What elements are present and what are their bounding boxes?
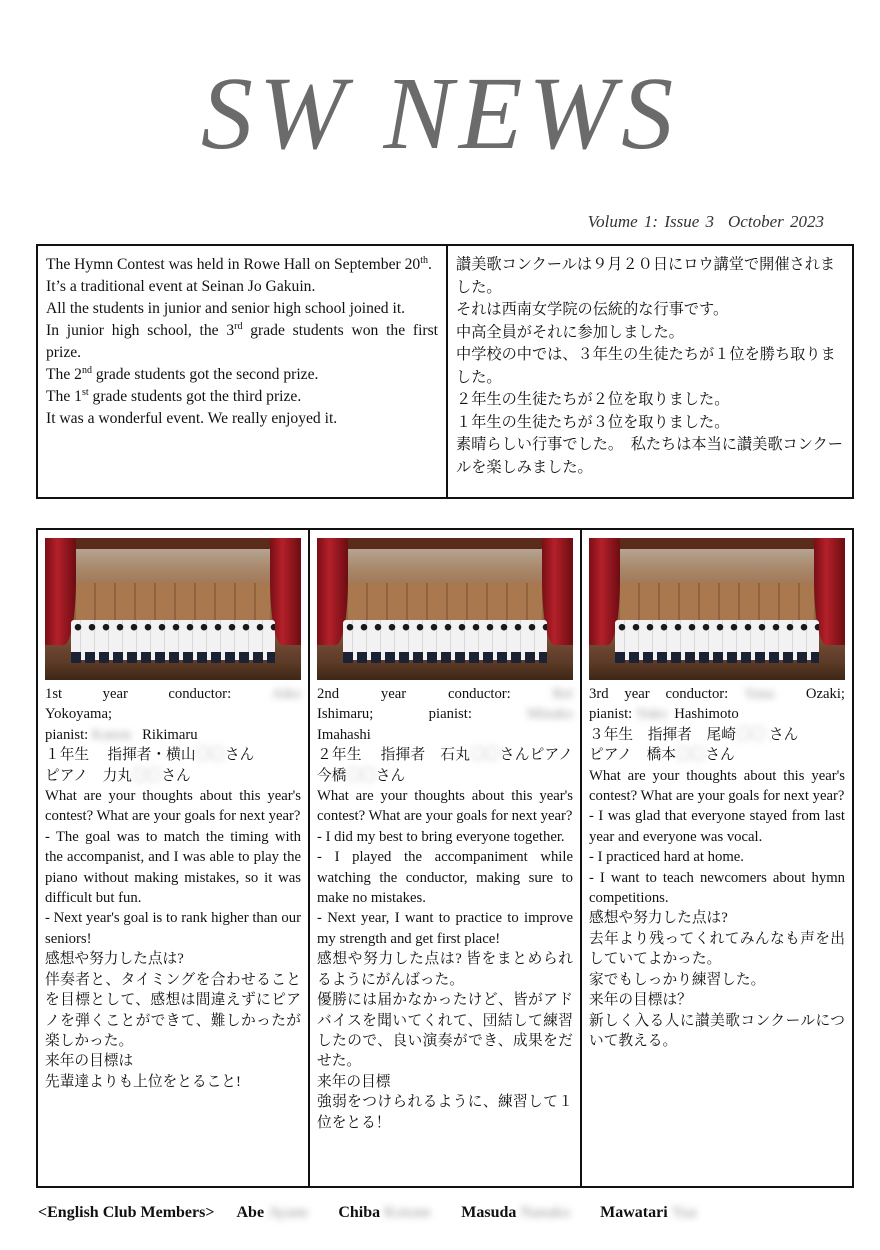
credit-en-3: Imahashi	[317, 726, 371, 743]
interview-answer: - Next year, I want to practice to improve my strength and get first place!	[317, 910, 573, 947]
interview-jp-question: 来年の目標は	[45, 1053, 134, 1070]
article-jp-p2: それは西南女学院の伝統的な行事です。	[456, 301, 729, 318]
article-en-p2: It’s a traditional event at Seinan Jo Gakuin.	[46, 278, 316, 295]
interview-jp-question: 感想や努力した点は?	[45, 951, 184, 968]
interview-jp-answer: 新しく入る人に讃美歌コンクールについて教える。	[589, 1012, 845, 1049]
article-jp-p6: １年生の生徒たちが３位を取りました。	[456, 413, 730, 431]
volume-issue: Volume 1: Issue 3	[587, 212, 715, 231]
interview-jp-answer: 先輩達よりも上位をとること!	[45, 1073, 241, 1090]
interview-question: What are your thoughts about this year's contest? What are your goals for next year?	[589, 767, 845, 805]
credit-jp: ２年生 指揮者 石丸〇〇さんピアノ今橋〇〇さん	[317, 747, 573, 784]
interview-answer: - The goal was to match the timing with the accompanist, and I was able to play the piano without making mistakes, so it was difficult but fun.	[45, 828, 301, 907]
interview-first-year	[38, 530, 308, 1186]
interview-jp-question: 感想や努力した点は?	[589, 910, 728, 927]
article-jp-p1: 讃美歌コンクールは９月２０日にロウ講堂で開催されました。	[456, 256, 836, 296]
choir-photo-first-year	[45, 538, 301, 680]
interview-question: What are your thoughts about this year's contest? What are your goals for next year?	[317, 788, 573, 825]
article-en-p3: All the students in junior and senior high school joined it.	[46, 300, 406, 317]
club-members-line: <English Club Members> Abe Ayane Chiba Kotone Masuda Nanako Mawatari Yua	[38, 1204, 697, 1221]
credit-en: 3rd year conductor: Yuna Ozaki;	[589, 686, 845, 702]
issue-date: October 2023	[728, 212, 824, 231]
article-en-p6: The 1st grade students got the third prize.	[46, 386, 302, 405]
article-japanese	[448, 246, 852, 497]
credit-jp: １年生 指揮者・横山〇〇さん	[45, 747, 255, 764]
interview-grid	[36, 528, 854, 1188]
interview-answer: - I played the accompaniment while watching the conductor, making sure to make no mistakes.	[317, 849, 573, 907]
choir-photo-third-year	[589, 538, 845, 680]
interview-jp-answer: 強弱をつけられるように、練習して１位をとる！	[317, 1094, 573, 1131]
choir-photo-second-year	[317, 538, 573, 680]
credit-jp-2: ピアノ 橋本〇〇さん	[589, 747, 735, 764]
article-en-p4: In junior high school, the 3rd grade students won the first prize.	[46, 320, 438, 361]
credit-en: 2nd year conductor: Rei	[317, 686, 573, 702]
interview-answer: - I was glad that everyone stayed from last year and everyone was vocal.	[589, 808, 845, 845]
interview-jp-question: 来年の目標は？	[589, 992, 692, 1009]
credit-en-2: Ishimaru; pianist: Minako	[317, 706, 573, 723]
interview-jp-answer: 伴奏者と、タイミングを合わせることを目標として、感想は間違えずにピアノを弾くことができて、難しかったが楽しかった。	[45, 971, 301, 1049]
credit-jp: ３年生 指揮者 尾崎〇〇 さん	[589, 726, 799, 743]
credit-en-3: pianist: Kanon Rikimaru	[45, 726, 198, 743]
interview-second-year	[308, 530, 580, 1186]
article-jp-p4: 中学校の中では、３年生の生徒たちが１位を勝ち取りました。	[456, 346, 836, 386]
interview-third-year	[580, 530, 852, 1186]
hymn-contest-article	[36, 244, 854, 499]
member-name: Abe	[236, 1204, 265, 1221]
article-en-p5: The 2nd grade students got the second prize.	[46, 364, 319, 383]
interview-jp-question: 感想や努力した点は? 皆をまとめられるようにがんばった。	[317, 951, 573, 988]
interview-jp-answer: 優勝には届かなかったけど、皆がアドバイスを聞いてくれて、団結して練習したので、良い演奏ができ、成果をだせた。	[317, 992, 573, 1070]
club-members-label: <English Club Members>	[38, 1204, 215, 1221]
interview-question: What are your thoughts about this year's contest? What are your goals for next year?	[45, 788, 301, 825]
interview-jp-answer: 家でもしっかり練習した。	[589, 971, 766, 988]
credit-en-2: pianist: Yuko Hashimoto	[589, 706, 739, 723]
credit-en-2: Yokoyama;	[45, 706, 113, 723]
issue-line	[588, 212, 824, 232]
article-en-p7: It was a wonderful event. We really enjoyed it.	[46, 410, 338, 427]
article-jp-p3: 中高全員がそれに参加しました。	[456, 323, 684, 341]
member-name: Masuda	[461, 1204, 517, 1221]
article-jp-p7: 素晴らしい行事でした。 私たちは本当に讃美歌コンクールを楽しみました。	[456, 436, 843, 476]
credit-en: 1st year conductor: Aiko	[45, 686, 301, 702]
article-en-p1: The Hymn Contest was held in Rowe Hall on September 20th.	[46, 254, 432, 273]
interview-jp-question: 来年の目標	[317, 1073, 391, 1090]
interview-answer: - I want to teach newcomers about hymn competitions.	[589, 869, 845, 907]
credit-jp-2: ピアノ 力丸〇〇さん	[45, 767, 191, 784]
interview-answer: - I did my best to bring everyone together.	[317, 828, 565, 845]
interview-answer: - I practiced hard at home.	[589, 849, 744, 866]
member-name: Mawatari	[600, 1204, 668, 1221]
interview-jp-answer: 去年より残ってくれてみんなも声を出していてよかった。	[589, 930, 845, 968]
member-name: Chiba	[338, 1204, 381, 1221]
masthead-title: SW NEWS	[200, 56, 680, 171]
article-english	[38, 246, 448, 497]
article-jp-p5: ２年生の生徒たちが２位を取りました。	[456, 391, 730, 408]
interview-answer: - Next year's goal is to rank higher than our seniors!	[45, 910, 301, 947]
